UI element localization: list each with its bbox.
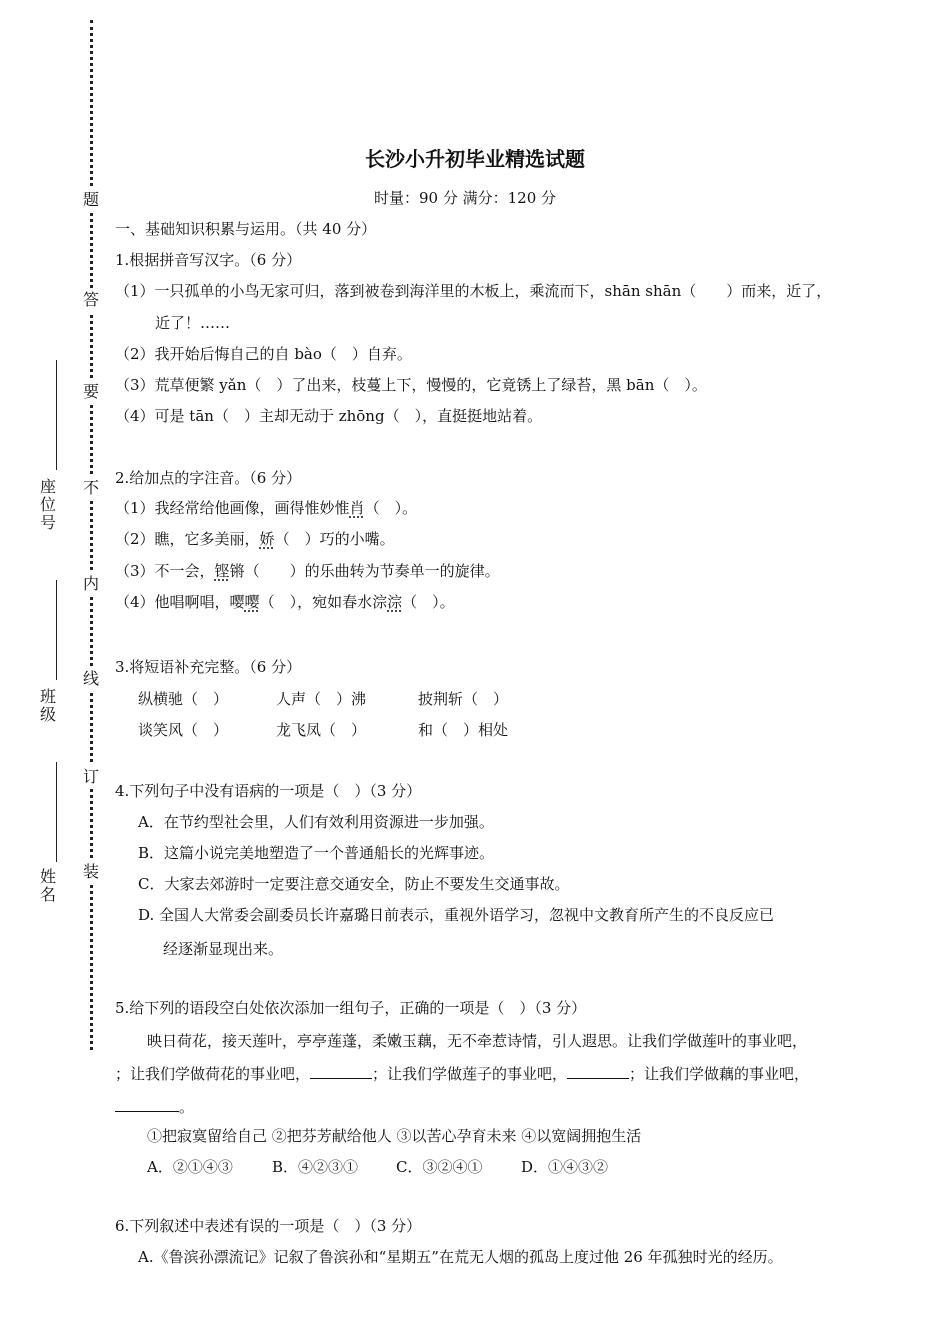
dotted-char: 铿: [214, 562, 230, 580]
dotted-char: 淙: [387, 593, 403, 611]
q5-option: A．②①④③: [147, 1158, 233, 1176]
q4-option: C．大家去郊游时一定要注意交通安全，防止不要发生交通事故。: [138, 875, 570, 893]
dotted-char: 肖: [349, 499, 365, 517]
q5-stem: 5.给下列的语段空白处依次添加一组句子，正确的一项是（ ）（3 分）: [115, 999, 587, 1017]
q5-paragraph-end: 。: [115, 1097, 194, 1117]
q5-option: B．④②③①: [272, 1158, 359, 1176]
q4-option: A．在节约型社会里，人们有效利用资源进一步加强。: [138, 813, 494, 831]
margin-char: 不: [83, 476, 99, 500]
seat-number-label: 座位号: [40, 477, 57, 532]
q4-option: B．这篇小说完美地塑造了一个普通船长的光辉事迹。: [138, 844, 495, 862]
q3-stem: 3.将短语补充完整。（6 分）: [115, 658, 302, 676]
q3-phrase: 纵横驰（ ）: [138, 690, 229, 708]
q1-item: （1）一只孤单的小鸟无家可归，落到被卷到海洋里的木板上，乘流而下，shān shān（ ）而来，近了，: [115, 282, 832, 300]
name-label: 姓名: [40, 867, 57, 904]
answer-blank: [567, 1064, 629, 1079]
seat-number-line: [56, 360, 57, 470]
q2-item: （4）他唱啊唱，嘤嘤（ ），宛如春水淙淙（ ）。: [115, 593, 455, 611]
margin-char: 线: [83, 667, 99, 691]
class-line: [56, 580, 57, 680]
q5-paragraph: 映日荷花，接天莲叶，亭亭莲蓬，柔嫩玉藕，无不牵惹诗情，引人遐思。让我们学做莲叶的事业吧，: [147, 1032, 808, 1050]
q5-choices: ①把寂寞留给自己 ②把芬芳献给他人 ③以苦心孕育未来 ④以宽阔拥抱生活: [147, 1127, 642, 1145]
section-heading: 一、基础知识积累与运用。（共 40 分）: [115, 220, 377, 238]
answer-blank: [115, 1097, 179, 1112]
dotted-char: 嘤: [244, 593, 260, 611]
q2-item: （1）我经常给他画像，画得惟妙惟肖（ ）。: [115, 499, 418, 517]
binding-dotted-line: [90, 20, 93, 1050]
q3-phrase: 谈笑风（ ）: [138, 721, 229, 739]
class-label: 班级: [40, 687, 57, 724]
margin-char: 内: [83, 572, 99, 596]
q4-option-cont: 经逐渐显现出来。: [163, 940, 284, 958]
q1-item: （2）我开始后悔自己的自 bào（ ）自弃。: [115, 345, 412, 363]
margin-char: 装: [83, 860, 99, 884]
q3-phrase: 人声（ ）沸: [276, 690, 367, 708]
dotted-char: 娇: [259, 530, 275, 548]
q1-item: 近了！……: [155, 314, 231, 332]
q5-option: C．③②④①: [396, 1158, 483, 1176]
margin-char: 要: [83, 380, 99, 404]
q6-stem: 6.下列叙述中表述有误的一项是（ ）（3 分）: [115, 1217, 422, 1235]
q2-item: （2）瞧，它多美丽，娇（ ）巧的小嘴。: [115, 530, 395, 548]
q3-phrase: 和（ ）相处: [418, 721, 509, 739]
q1-item: （3）荒草便繁 yǎn（ ）了出来，枝蔓上下，慢慢的，它竟锈上了绿苔，黑 bān（ ）。: [115, 376, 707, 394]
name-line: [56, 762, 57, 862]
q1-stem: 1.根据拼音写汉字。（6 分）: [115, 251, 302, 269]
exam-meta: 时量：90 分 满分：120 分: [373, 189, 557, 207]
q4-option: D. 全国人大常委会副委员长许嘉璐日前表示，重视外语学习，忽视中文教育所产生的不良反应已: [138, 906, 775, 924]
margin-char: 答: [83, 288, 99, 312]
q2-stem: 2.给加点的字注音。（6 分）: [115, 469, 302, 487]
q5-paragraph-line: ；让我们学做荷花的事业吧， ；让我们学做莲子的事业吧， ；让我们学做藕的事业吧，: [115, 1065, 810, 1083]
answer-blank: [310, 1064, 372, 1079]
margin-char: 题: [83, 188, 99, 212]
q3-phrase: 龙飞凤（ ）: [276, 721, 367, 739]
margin-char: 订: [83, 765, 99, 789]
q6-option: A.《鲁滨孙漂流记》记叙了鲁滨孙和“星期五”在荒无人烟的孤岛上度过他 26 年孤独时光的经历。: [138, 1248, 783, 1266]
q1-item: （4）可是 tān（ ）主却无动于 zhōng（ ），直挺挺地站着。: [115, 407, 543, 425]
q2-item: （3）不一会，铿锵（ ）的乐曲转为节奏单一的旋律。: [115, 562, 500, 580]
q4-stem: 4.下列句子中没有语病的一项是（ ）（3 分）: [115, 782, 422, 800]
q5-option: D．①④③②: [521, 1158, 609, 1176]
q3-phrase: 披荆斩（ ）: [418, 690, 509, 708]
page-title: 长沙小升初毕业精选试题: [365, 147, 585, 171]
